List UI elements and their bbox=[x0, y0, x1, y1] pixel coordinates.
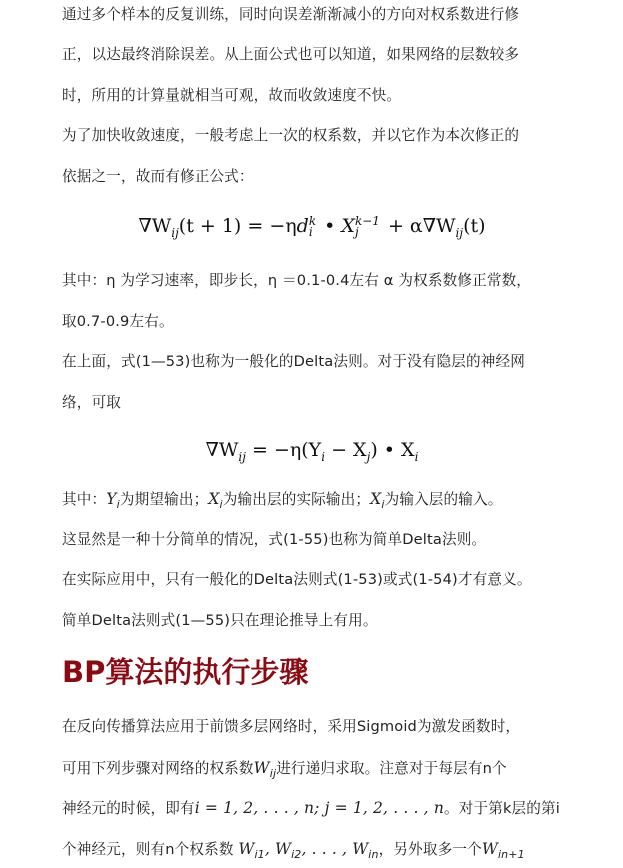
formula-weight-update-momentum bbox=[62, 212, 562, 247]
paragraph-5 bbox=[62, 488, 503, 516]
math-subscript: i bbox=[381, 497, 385, 511]
formula-subscript: ij bbox=[238, 449, 246, 464]
math-symbol: , W bbox=[264, 840, 292, 858]
formula-symbol: X bbox=[341, 215, 355, 237]
formula-symbol: ∇W bbox=[205, 439, 239, 461]
paragraph-9-line-4 bbox=[62, 838, 525, 866]
formula-text: (t + 1) = −η bbox=[178, 215, 297, 237]
formula-subscript: j bbox=[354, 225, 359, 239]
math-symbol: X bbox=[208, 490, 220, 508]
formula-text: = −η(Y bbox=[245, 439, 322, 461]
math-symbol: , . . . , W bbox=[301, 840, 369, 858]
math-subscript: i bbox=[219, 497, 223, 511]
text-span: 神经元的时候，即有 bbox=[62, 800, 195, 817]
math-subscript: i bbox=[116, 497, 120, 511]
paragraph-4-line-1: 在上面，式(1—53)也称为一般化的Delta法则。对于没有隐层的神经网 bbox=[62, 353, 526, 370]
formula-text: • bbox=[318, 215, 342, 237]
paragraph-1-line-1: 通过多个样本的反复训练，同时向误差渐渐减小的方向对权系数进行修 bbox=[62, 6, 520, 23]
text-span: ，另外取多一个 bbox=[378, 841, 482, 858]
paragraph-2-line-1: 为了加快收敛速度，一般考虑上一次的权系数，并以它作为本次修正的 bbox=[62, 127, 520, 144]
formula-supsub bbox=[355, 216, 380, 238]
formula-superscript: k−1 bbox=[354, 214, 380, 228]
formula-subscript: i bbox=[414, 449, 419, 464]
paragraph-1-line-2: 正，以达最终消除误差。从上面公式也可以知道，如果网络的层数较多 bbox=[62, 46, 520, 63]
text-span: 为输入层的输入。 bbox=[384, 491, 503, 508]
text-span: 可用下列步骤对网络的权系数 bbox=[62, 760, 254, 777]
formula-text: ) • X bbox=[370, 439, 415, 461]
text-span: 个神经元，则有n个权系数 bbox=[62, 841, 239, 858]
formula-subscript: i bbox=[308, 225, 313, 239]
paragraph-8: 简单Delta法则式(1—55)只在理论推导上有用。 bbox=[62, 612, 378, 629]
text-span: 其中： bbox=[62, 491, 107, 508]
paragraph-9-line-1: 在反向传播算法应用于前馈多层网络时，采用Sigmoid为激发函数时， bbox=[62, 718, 521, 735]
formula-text: (t) bbox=[463, 215, 486, 237]
math-subscript: i2 bbox=[291, 847, 302, 861]
text-span: 为输出层的实际输出； bbox=[222, 491, 371, 508]
math-symbol: W bbox=[253, 759, 270, 777]
paragraph-7: 在实际应用中，只有一般化的Delta法则式(1-53)或式(1-54)才有意义。 bbox=[62, 571, 532, 588]
math-expression: i = 1, 2, . . . , n; j = 1, 2, . . . , n bbox=[194, 799, 444, 817]
formula-simple-delta bbox=[62, 436, 562, 471]
formula-supsub bbox=[309, 216, 316, 238]
formula-text: + α∇W bbox=[381, 215, 456, 237]
formula-subscript: ij bbox=[171, 225, 179, 240]
text-span: 。对于第k层的第i bbox=[443, 800, 560, 817]
formula-symbol: d bbox=[296, 215, 309, 237]
math-subscript: in bbox=[368, 847, 379, 861]
formula-subscript: i bbox=[321, 449, 326, 464]
paragraph-4-line-2: 络，可取 bbox=[62, 394, 121, 411]
math-symbol: W bbox=[481, 840, 498, 858]
section-heading: BP算法的执行步骤 bbox=[62, 655, 309, 689]
paragraph-3-line-1: 其中：η 为学习速率，即步长，η ＝0.1-0.4左右 α 为权系数修正常数， bbox=[62, 272, 532, 289]
math-symbol: W bbox=[238, 840, 255, 858]
math-symbol: Y bbox=[106, 490, 117, 508]
formula-symbol: ∇W bbox=[138, 215, 172, 237]
formula-superscript: k bbox=[308, 214, 317, 228]
formula-subscript: ij bbox=[455, 225, 464, 240]
math-subscript: i1 bbox=[254, 847, 265, 861]
math-subscript: in+1 bbox=[497, 847, 525, 861]
formula-text: − X bbox=[325, 439, 367, 461]
formula-subscript: j bbox=[366, 449, 371, 464]
math-subscript: ij bbox=[269, 766, 277, 780]
math-symbol: X bbox=[370, 490, 382, 508]
paragraph-1-line-3: 时，所用的计算量就相当可观，故而收敛速度不快。 bbox=[62, 87, 402, 104]
paragraph-3-line-2: 取0.7-0.9左右。 bbox=[62, 313, 174, 330]
text-span: 为期望输出； bbox=[119, 491, 209, 508]
text-span: 进行递归求取。注意对于每层有n个 bbox=[276, 760, 507, 777]
paragraph-6: 这显然是一种十分简单的情况，式(1-55)也称为简单Delta法则。 bbox=[62, 531, 487, 548]
paragraph-9-line-3 bbox=[62, 797, 560, 820]
paragraph-2-line-2: 依据之一，故而有修正公式： bbox=[62, 168, 254, 185]
paragraph-9-line-2 bbox=[62, 757, 507, 785]
